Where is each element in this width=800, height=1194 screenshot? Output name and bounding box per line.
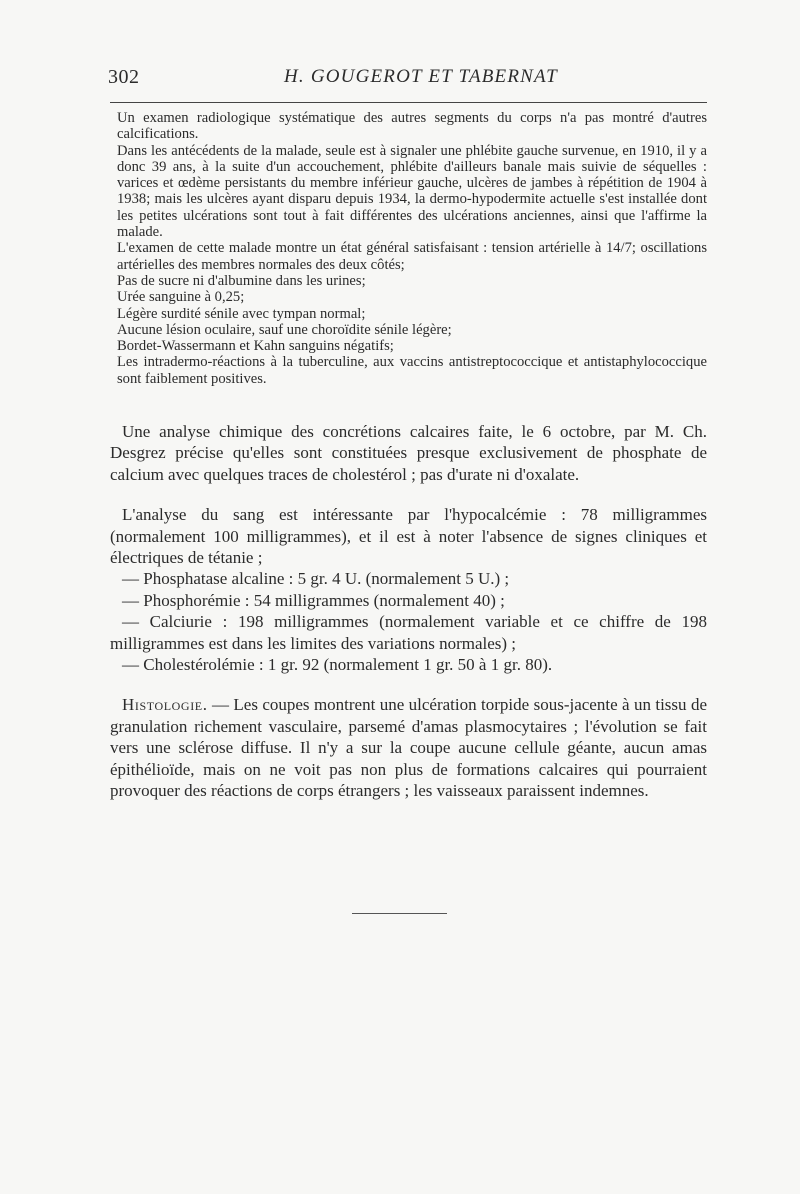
clinical-paragraph-history: Dans les antécédents de la malade, seule est à signaler une phlébite gauche survenue, en 1910, il y a donc 39 ans, à la suite d'un accouchement, phlébite d'ailleurs banale mais suivie de séquelles : varices et œdème persistants du membre inférieur gauche, ulcères de jambes à répétition de 1904 à 1938; mais les ulcères ayant disparu depuis 1934, la dermo-hypodermite actuelle s'est installée dont les petites ulcérations sont tout à fait différentes des ulcérations anciennes, ainsi que l'affirme la malade. — [117, 142, 707, 241]
clinical-list-item: Bordet-Wassermann et Kahn sanguins négatifs; — [117, 338, 394, 355]
main-text — [110, 421, 707, 802]
end-rule — [352, 913, 447, 914]
histology-text: — Les coupes montrent une ulcération torpide sous-jacente à un tissu de granulation richement vasculaire, parsemé d'amas plasmocytaires ; l'évolution se fait vers une sclérose diffuse. Il n'y a sur la coupe aucune cellule géante, aucun amas épithélioïde, mais on ne voit pas non plus de formations calcaires qui pourraient provoquer des réactions de corps étrangers ; les vaisseaux paraissent indemnes. — [110, 695, 707, 801]
blood-result-item: — Calciurie : 198 milligrammes (normalement variable et ce chiffre de 198 milligrammes est dans les limites des variations normales) ; — [110, 612, 707, 653]
paragraph-blood-analysis: L'analyse du sang est intéressante par l'hypocalcémie : 78 milligrammes (normalement 100 milligrammes), et il est à noter l'absence de signes cliniques et électriques de tétanie ; — [110, 505, 707, 568]
clinical-list-item: Urée sanguine à 0,25; — [117, 289, 245, 306]
clinical-list-item: Légère surdité sénile avec tympan normal; — [117, 305, 366, 322]
blood-result-item: — Phosphatase alcaline : 5 gr. 4 U. (normalement 5 U.) ; — [122, 569, 510, 589]
clinical-notes — [117, 110, 707, 387]
clinical-paragraph-radiology: Un examen radiologique systématique des autres segments du corps n'a pas montré d'autres calcifications. — [117, 110, 707, 143]
page-header — [108, 66, 708, 96]
header-rule — [110, 102, 707, 103]
blood-result-item: — Phosphorémie : 54 milligrammes (normalement 40) ; — [122, 590, 505, 610]
clinical-list-item: Pas de sucre ni d'albumine dans les urines; — [117, 272, 366, 289]
clinical-list-item: Aucune lésion oculaire, sauf une choroïdite sénile légère; — [117, 321, 452, 338]
running-title: H. GOUGEROT ET TABERNAT — [284, 66, 558, 87]
clinical-list-item: Les intradermo-réactions à la tuberculine, aux vaccins antistreptococcique et antistaphylococcique sont faiblement positives. — [117, 354, 707, 387]
paragraph-histology — [110, 694, 707, 801]
clinical-paragraph-exam: L'examen de cette malade montre un état général satisfaisant : tension artérielle à 14/7; oscillations artérielles des membres normales des deux côtés; — [117, 240, 707, 273]
histology-heading: Histologie. — [122, 695, 208, 715]
paragraph-chemical-analysis: Une analyse chimique des concrétions calcaires faite, le 6 octobre, par M. Ch. Desgrez précise qu'elles sont constituées presque exclusivement de phosphate de calcium avec quelques traces de cholestérol ; pas d'urate ni d'oxalate. — [110, 422, 707, 484]
page-number: 302 — [108, 66, 140, 88]
blood-result-item: — Cholestérolémie : 1 gr. 92 (normalement 1 gr. 50 à 1 gr. 80). — [122, 655, 553, 675]
